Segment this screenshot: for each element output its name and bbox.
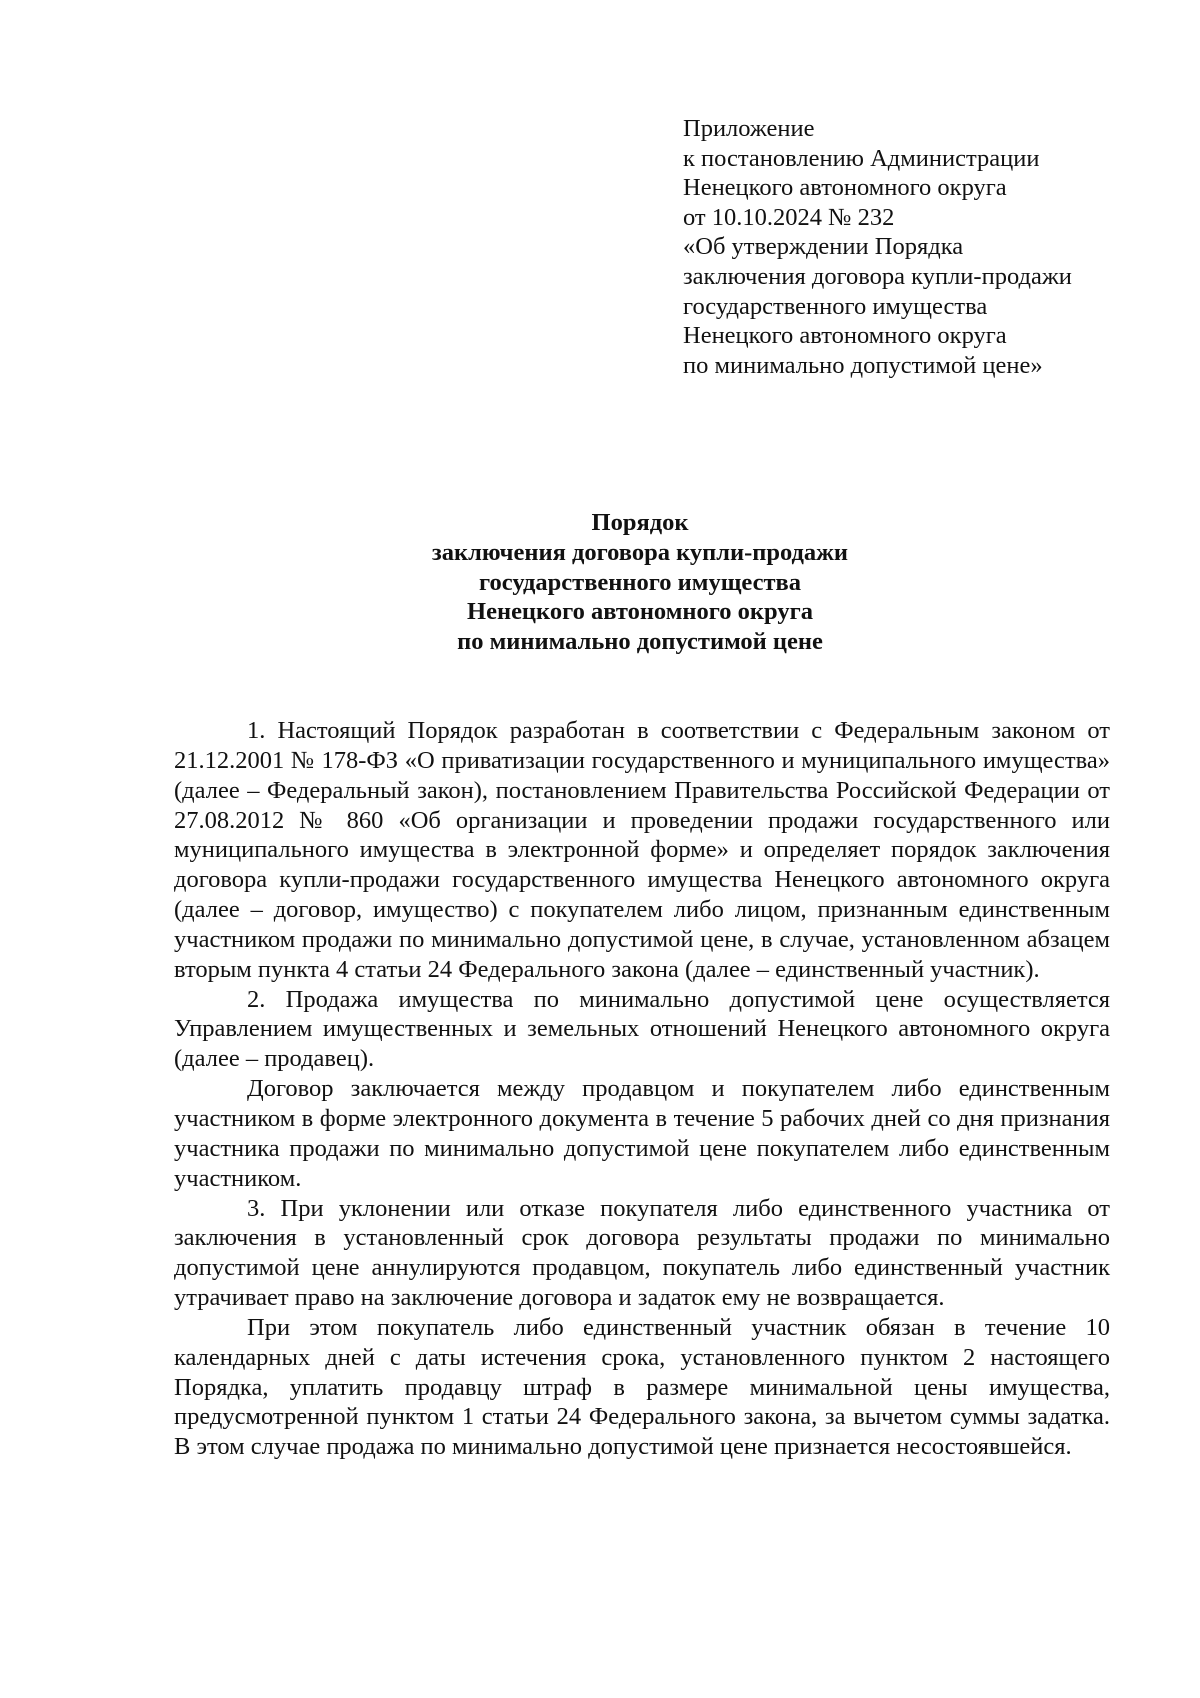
appendix-block — [683, 114, 1163, 380]
title-line: Порядок — [591, 509, 689, 536]
appendix-line: Приложение — [683, 115, 815, 142]
paragraph-3: Договор заключается между продавцом и покупателем либо единственным участником в форме электронного документа в течение 5 рабочих дней со дня признания участника продажи по минимально допустимой цене покупателем либо единственным участником. — [174, 1075, 1110, 1192]
appendix-line: от 10.10.2024 № 232 — [683, 203, 895, 231]
appendix-line: «Об утверждении Порядка — [683, 233, 964, 261]
document-body — [174, 716, 1110, 1462]
appendix-line: Ненецкого автономного округа — [683, 174, 1007, 202]
title-line: государственного имущества — [479, 568, 801, 596]
appendix-line: государственного имущества — [683, 292, 988, 320]
appendix-line: по минимально допустимой цене» — [683, 351, 1043, 379]
title-line: заключения договора купли-продажи — [431, 538, 849, 566]
document-title — [120, 508, 1160, 657]
paragraph-5: При этом покупатель либо единственный участник обязан в течение 10 календарных дней с даты истечения срока, установленного пунктом 2 настоящего Порядка, уплатить продавцу штраф в размере минимальной цены имущества, предусмотренной пунктом 1 статьи 24 Федерального закона, за вычетом суммы задатка. В этом случае продажа по минимально допустимой цене признается несостоявшейся. — [174, 1313, 1110, 1461]
title-line: по минимально допустимой цене — [457, 628, 823, 656]
paragraph-1: 1. Настоящий Порядок разработан в соответствии с Федеральным законом от 21.12.2001 № 178-ФЗ «О приватизации государственного и муниципального имущества» (далее – Федеральный закон), постановлением Правительства Российской Федерации от 27.08.2012 № 860 «Об организации и проведении продажи государственного или муниципального имущества в электронной форме» и определяет порядок заключения договора купли-продажи государственного имущества Ненецкого автономного округа (далее – договор, имущество) с покупателем либо лицом, признанным единственным участником продажи по минимально допустимой цене, в случае, установленном абзацем вторым пункта 4 статьи 24 Федерального закона (далее – единственный участник). — [174, 717, 1110, 983]
appendix-line: Ненецкого автономного округа — [683, 322, 1007, 350]
title-line: Ненецкого автономного округа — [467, 598, 813, 626]
paragraph-4: 3. При уклонении или отказе покупателя либо единственного участника от заключения в установленный срок договора результаты продажи по минимально допустимой цене аннулируются продавцом, покупатель либо единственный участник утрачивает право на заключение договора и задаток ему не возвращается. — [174, 1194, 1110, 1312]
appendix-line: заключения договора купли-продажи — [683, 262, 1072, 290]
appendix-line: к постановлению Администрации — [683, 144, 1040, 172]
paragraph-2: 2. Продажа имущества по минимально допустимой цене осуществляется Управлением имущественных и земельных отношений Ненецкого автономного округа (далее – продавец). — [174, 985, 1110, 1073]
